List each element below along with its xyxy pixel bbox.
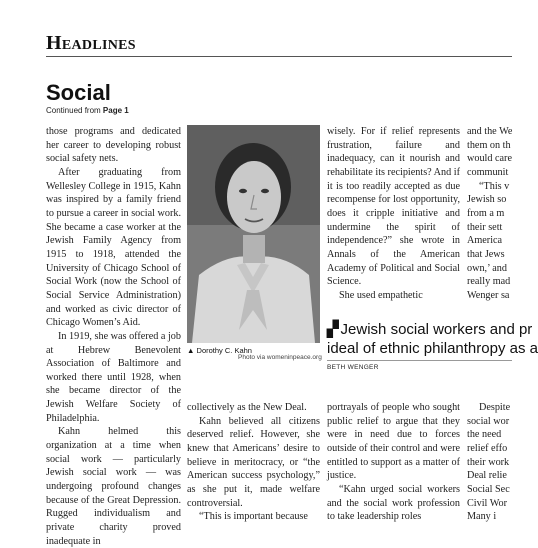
caption-name: Dorothy C. Kahn <box>196 346 252 355</box>
line: Deal relie <box>467 470 507 482</box>
pull-quote-line-1: ▞ Jewish social workers and pr <box>327 321 533 338</box>
section-rule <box>46 56 512 57</box>
line: really mad <box>467 276 511 288</box>
portrait-photo <box>187 125 320 343</box>
line: Many i <box>467 511 497 523</box>
line: social wor <box>467 415 510 427</box>
line: “This v <box>479 180 510 192</box>
quote-mark-icon: ▞ <box>327 321 339 338</box>
line: communit <box>467 166 509 178</box>
paragraph: “Kahn urged social workers and the social work profession to take leadership roles <box>327 483 460 523</box>
line: relief effo <box>467 442 508 454</box>
pull-quote-line-2: ideal of ethnic philanthropy as a <box>327 340 538 357</box>
portrait-illustration <box>187 125 320 343</box>
continued-page-link[interactable]: Page 1 <box>102 106 129 115</box>
line: their sett <box>467 221 503 233</box>
paragraph: In 1919, she was offered a job at Hebrew Benevolent Association of Baltimore and worked there until 1928, when she became director of the Jewish Welfare Society of Philadelphia. <box>46 330 181 424</box>
line: the need <box>467 429 502 441</box>
line: them on th <box>467 139 511 151</box>
paragraph: wisely. For if relief represents frustration, failure and inadequacy, can it nourish and rehabilitate its recipients? And if it is too readily accepted as due recompense for lost opportunity, does it cripple initiative and undermine the spirit of independence?” she wrote in Annals of the American Academy of Political and Social Science. <box>327 126 460 288</box>
paragraph: “This is important because <box>199 511 308 523</box>
line: and the We <box>467 126 513 137</box>
byline-rule <box>327 360 512 361</box>
article-headline: Social <box>46 80 111 105</box>
continued-prefix: Continued from <box>46 106 103 115</box>
paragraph: Kahn believed all citizens deserved relief. However, she knew that Americans’ desire to believe in meritocracy, or “the American success psychology,” as she put it, made welfare controversial. <box>187 415 320 509</box>
line: America <box>467 235 503 247</box>
article-column-1 <box>46 125 181 548</box>
line: Civil Wor <box>467 497 508 509</box>
paragraph: After graduating from Wellesley College in 1915, Kahn was inspired by a family friend to pursue a career in social work. She became a case worker at the Jewish Family Agency from 1915 to 1918, attended the University of Chicago School of Social Work (now the School of Social Service Administration) and worked as civic director of Chicago Women’s Aid. <box>46 166 181 329</box>
article-column-3-lower <box>327 401 460 524</box>
line: Despite <box>479 402 511 413</box>
line: that Jews <box>467 248 505 260</box>
article-column-4-lower <box>467 401 527 524</box>
paragraph: She used empathetic <box>339 289 423 301</box>
line: own,’ and <box>467 262 507 274</box>
line: from a m <box>467 207 505 219</box>
article-column-3 <box>327 125 460 303</box>
line: Wenger sa <box>467 289 510 301</box>
byline: BETH WENGER <box>327 364 379 371</box>
line: would care <box>467 153 512 165</box>
paragraph: those programs and dedicated her career to developing robust social safety nets. <box>46 126 181 165</box>
paragraph: Kahn helmed this organization at a time when social work — particularly Jewish social work — was undergoing profound changes because of the Great Depression. Rugged individualism and private charity proved inadequate in <box>46 426 181 547</box>
paragraph: portrayals of people who sought public relief to argue that they were in need due to forces outside of their control and were entitled to support as a matter of justice. <box>327 402 460 482</box>
line: their work <box>467 456 510 468</box>
pull-quote <box>327 320 538 358</box>
article-column-2 <box>187 401 320 524</box>
photo-credit: Photo via womeninpeace.org <box>238 354 322 361</box>
line: Social Sec <box>467 483 510 495</box>
continued-note <box>46 106 129 115</box>
line: Jewish so <box>467 194 507 206</box>
article-column-4 <box>467 125 527 303</box>
section-label: Headlines <box>46 32 136 54</box>
paragraph: collectively as the New Deal. <box>187 402 307 413</box>
caption-triangle-icon: ▲ <box>187 346 195 355</box>
